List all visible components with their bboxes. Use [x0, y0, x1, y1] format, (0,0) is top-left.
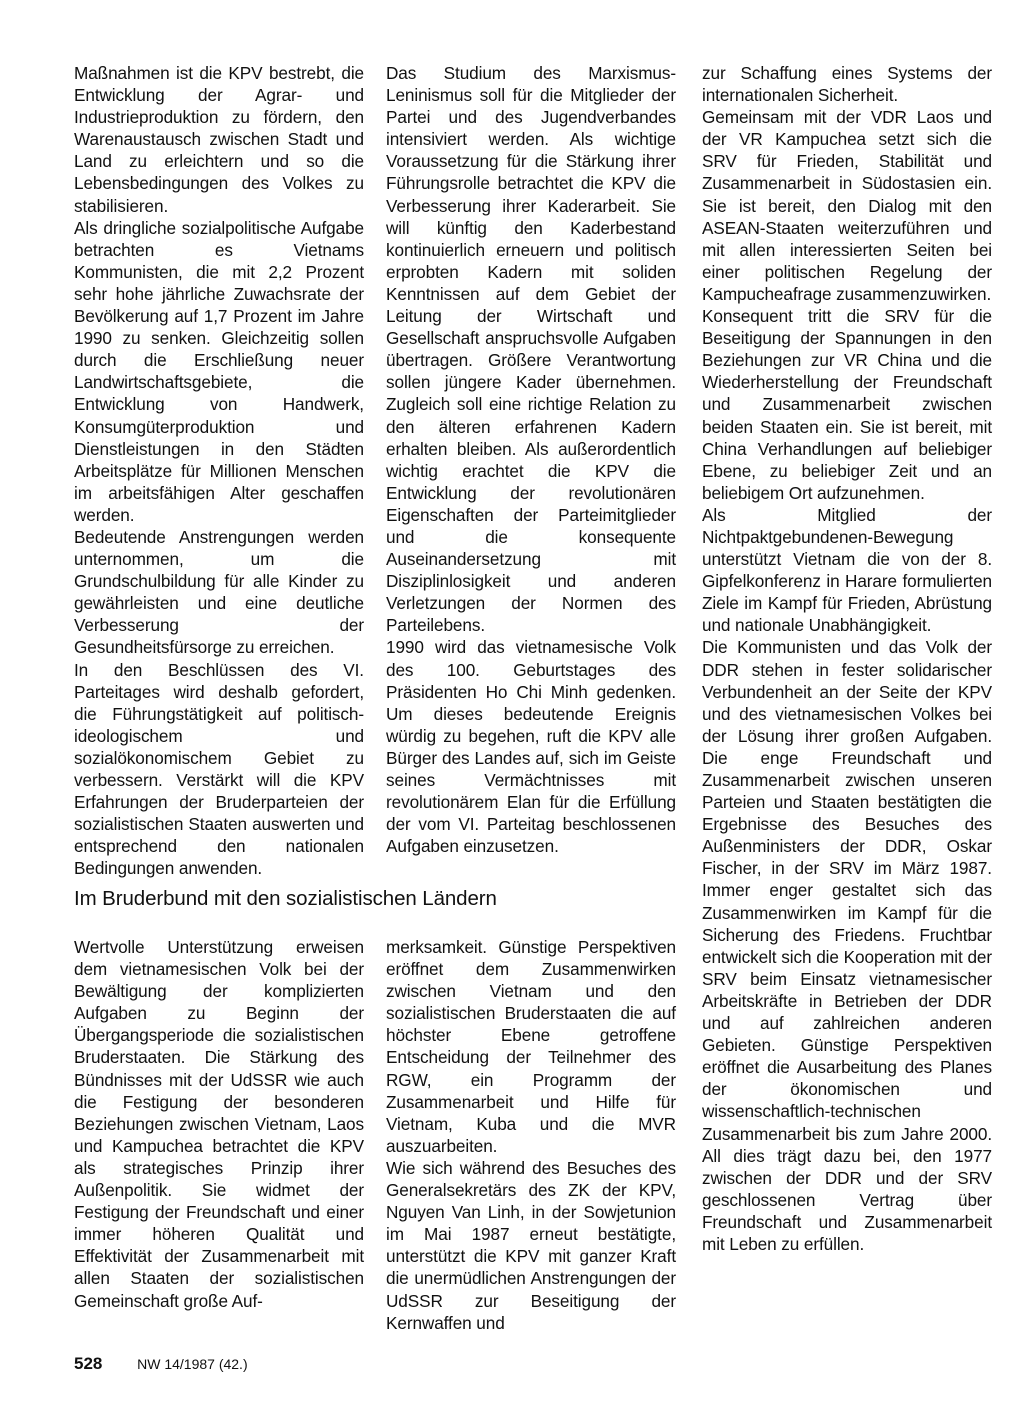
paragraph: Wertvolle Unterstützung erweisen dem vietnamesischen Volk bei der Bewältigung der komplizierten Aufgaben zu Beginn der Übergangsperiode die sozialistischen Bruderstaaten. Die Stärkung des Bündnisses mit der UdSSR wie auch die Festigung der besonderen Beziehungen zwischen Vietnam, Laos und Kampuchea betrachtet die KPV als strategisches Prinzip ihrer Außenpolitik. Sie widmet der Festigung der Freundschaft und einer immer höheren Qualität und Effektivität der Zusammenarbeit mit allen Staaten der sozialistischen Gemeinschaft große Auf-: [74, 937, 364, 1311]
paragraph: Gemeinsam mit der VDR Laos und der VR Kampuchea setzt sich die SRV für Frieden, Stabilität und Zusammenarbeit in Südostasien ein. Sie ist bereit, den Dialog mit den ASEAN-Staaten weiterzuführen und mit allen interessierten Seiten bei einer politischen Regelung der Kampucheafrage zusammenzuwirken.: [702, 107, 992, 304]
column-bottom-middle: [386, 936, 676, 1334]
paragraph: Wie sich während des Besuches des Generalsekretärs des ZK der KPV, Nguyen Van Linh, in der Sowjetunion im Mai 1987 erneut bestätigte, unterstützt die KPV mit ganzer Kraft die unermüdlichen Anstrengungen der UdSSR zur Beseitigung der Kernwaffen und: [386, 1157, 676, 1333]
column-right: [702, 62, 992, 1255]
issue-reference: NW 14/1987 (42.): [137, 1356, 248, 1372]
paragraph: Bedeutende Anstrengungen werden unternommen, um die Grundschulbildung für alle Kinder zu gewährleisten und eine deutliche Verbesserung der Gesundheitsfürsorge zu erreichen.: [74, 526, 364, 658]
page-number: 528: [74, 1354, 103, 1373]
paragraph: In den Beschlüssen des VI. Parteitages wird deshalb gefordert, die Führungstätigkeit auf politisch-ideologischem und sozialökonomischem Gebiet zu verbessern. Verstärkt will die KPV Erfahrungen der Bruderparteien der sozialistischen Staaten auswerten und entsprechend den nationalen Bedingungen anwenden.: [74, 659, 364, 879]
paragraph: Als dringliche sozialpolitische Aufgabe betrachten es Vietnams Kommunisten, die mit 2,2 Prozent sehr hohe jährliche Zuwachsrate der Bevölkerung auf 1,7 Prozent im Jahre 1990 zu senken. Gleichzeitig sollen durch die Erschließung neuer Landwirtschaftsgebiete, die Entwicklung von Handwerk, Konsumgüterproduktion und Dienstleistungen in den Städten Arbeitsplätze für Millionen Menschen im arbeitsfähigen Alter geschaffen werden.: [74, 217, 364, 525]
paragraph: 1990 wird das vietnamesische Volk des 100. Geburtstages des Präsidenten Ho Chi Minh gedenken. Um dieses bedeutende Ereignis würdig zu begehen, ruft die KPV alle Bürger des Landes auf, sich im Geiste seines Vermächtnisses mit revolutionärem Elan für die Erfüllung der vom VI. Parteitag beschlossenen Aufgaben einzusetzen.: [386, 637, 676, 857]
paragraph: Als Mitglied der Nichtpaktgebundenen-Bewegung unterstützt Vietnam die von der 8. Gipfelkonferenz in Harare formulierten Ziele im Kampf für Frieden, Abrüstung und nationale Unabhängigkeit.: [702, 504, 992, 636]
column-top-left: [74, 62, 364, 879]
section-heading: Im Bruderbund mit den sozialistischen Ländern: [74, 887, 497, 910]
paragraph: Das Studium des Marxismus-Leninismus soll für die Mitglieder der Partei und des Jugendverbandes intensiviert werden. Als wichtige Voraussetzung für die Stärkung ihrer Führungsrolle betrachtet die KPV die Verbesserung ihrer Kaderarbeit. Sie will künftig den Kaderbestand kontinuierlich erneuern und politisch erprobten Kadern mit soliden Kenntnissen auf dem Gebiet der Leitung der Wirtschaft und Gesellschaft anspruchsvolle Aufgaben übertragen. Größere Verantwortung sollen jüngere Kader übernehmen. Zugleich soll eine richtige Relation zu den älteren erfahrenen Kadern erhalten bleiben. Als außerordentlich wichtig erachtet die KPV die Entwicklung der revolutionären Eigenschaften der Parteimitglieder und die konsequente Auseinandersetzung mit Disziplinlosigkeit und anderen Verletzungen der Normen des Parteilebens.: [386, 63, 676, 636]
paragraph: merksamkeit. Günstige Perspektiven eröffnet dem Zusammenwirken zwischen Vietnam und den sozialistischen Bruderstaaten die auf höchster Ebene getroffene Entscheidung der Teilnehmer des RGW, ein Programm der Zusammenarbeit und Hilfe für Vietnam, Kuba und die MVR auszuarbeiten.: [386, 937, 676, 1156]
column-bottom-left: [74, 936, 364, 1312]
paragraph: Maßnahmen ist die KPV bestrebt, die Entwicklung der Agrar- und Industrieproduktion zu fördern, den Warenaustausch zwischen Stadt und Land zu erleichtern und so die Lebensbedingungen des Volkes zu stabilisieren.: [74, 63, 364, 216]
paragraph: Die Kommunisten und das Volk der DDR stehen in fester solidarischer Verbundenheit an der Seite der KPV und des vietnamesischen Volkes bei der Lösung ihrer großen Aufgaben. Die enge Freundschaft und Zusammenarbeit zwischen unseren Parteien und Staaten bestätigten die Ergebnisse des Besuches des Außenministers der DDR, Oskar Fischer, in der SRV im März 1987. Immer enger gestaltet sich das Zusammenwirken im Kampf für die Sicherung des Friedens. Fruchtbar entwickelt sich die Kooperation mit der SRV beim Einsatz vietnamesischer Arbeitskräfte in Betrieben der DDR und auf zahlreichen anderen Gebieten. Günstige Perspektiven eröffnet die Ausarbeitung des Planes der ökonomischen und wissenschaftlich-technischen Zusammenarbeit bis zum Jahre 2000. All dies trägt dazu bei, den 1977 zwischen der DDR und der SRV geschlossenen Vertrag über Freundschaft und Zusammenarbeit mit Leben zu erfüllen.: [702, 637, 992, 1254]
column-top-middle: [386, 62, 676, 857]
paragraph: Konsequent tritt die SRV für die Beseitigung der Spannungen in den Beziehungen zur VR China und die Wiederherstellung der Freundschaft und Zusammenarbeit zwischen beiden Staaten ein. Sie ist bereit, mit China Verhandlungen auf beliebiger Ebene, zu beliebiger Zeit und an beliebigem Ort aufzunehmen.: [702, 306, 992, 503]
paragraph: zur Schaffung eines Systems der internationalen Sicherheit.: [702, 63, 992, 106]
page-footer: [74, 1354, 248, 1374]
